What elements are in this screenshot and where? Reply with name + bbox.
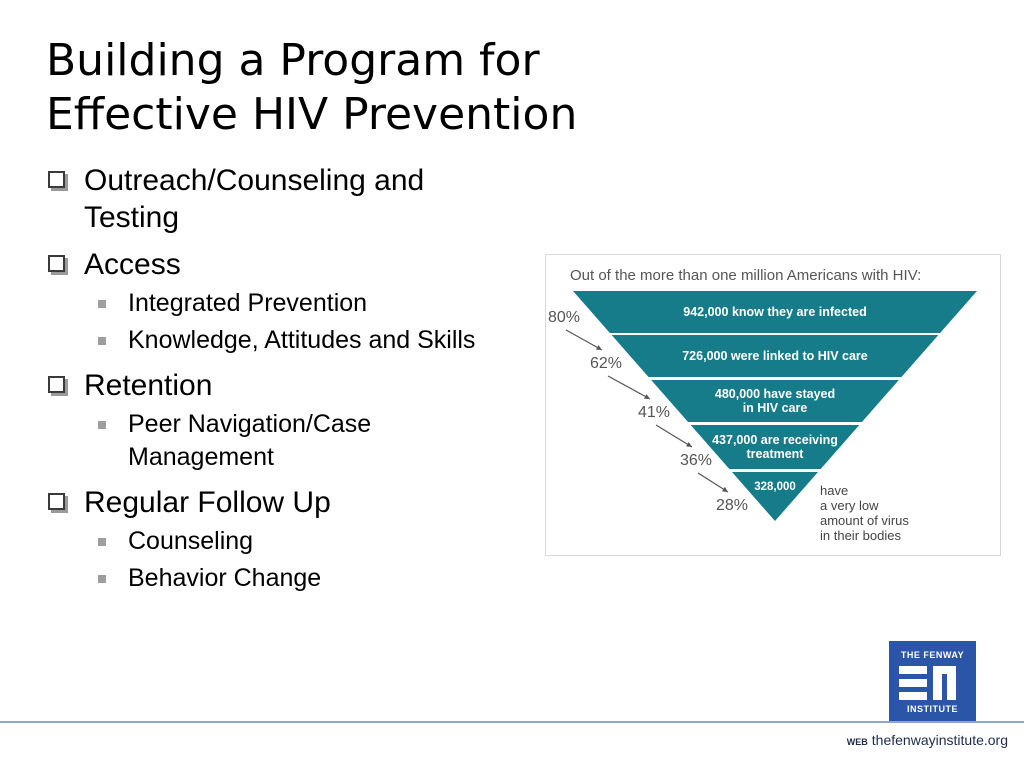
funnel-percent-label: 80% (548, 309, 581, 326)
funnel-band-label: 480,000 have stayed (714, 387, 836, 401)
funnel-arrow-line (656, 425, 692, 447)
fenway-institute-logo (889, 641, 976, 721)
funnel-band-label: 328,000 (754, 481, 796, 493)
bullet-text: Outreach/Counseling and Testing (84, 164, 425, 234)
funnel-side-note: a very low (820, 498, 879, 513)
sub-bullet-text: Peer Navigation/Case Management (128, 410, 372, 471)
funnel-side-note: amount of virus (820, 513, 909, 528)
sub-bullet-item (48, 287, 518, 320)
funnel-percent-label: 62% (590, 355, 623, 372)
funnel-arrow-line (566, 330, 602, 350)
bullet-item (48, 484, 518, 521)
funnel-band-label: treatment (746, 447, 804, 461)
funnel-band-label: 437,000 are receiving (712, 433, 838, 447)
website-url[interactable]: thefenwayinstitute.org (871, 732, 1008, 748)
sub-bullet-item (48, 324, 518, 357)
bullet-text: Regular Follow Up (84, 486, 331, 519)
bullet-item (48, 162, 518, 236)
square-bullet-icon (98, 300, 106, 308)
funnel-side-note: have (820, 483, 849, 498)
sub-bullet-text: Behavior Change (128, 564, 322, 592)
sub-bullet-item (48, 408, 518, 474)
logo-top-text: THE FENWAY (900, 650, 965, 660)
footer-divider (0, 721, 1024, 723)
web-label: WEB (846, 737, 868, 747)
checkbox-bullet-icon (48, 255, 65, 272)
funnel-percent-label: 41% (638, 404, 671, 421)
sub-bullet-text: Knowledge, Attitudes and Skills (128, 326, 476, 354)
checkbox-bullet-icon (48, 493, 65, 510)
funnel-percent-label: 36% (680, 452, 713, 469)
fenway-mark-icon (899, 666, 966, 700)
funnel-side-note: in their bodies (820, 528, 901, 543)
sub-bullet-item (48, 562, 518, 595)
square-bullet-icon (98, 421, 106, 429)
slide-title-line: Building a Program for (46, 35, 540, 86)
funnel-band-label: in HIV care (742, 401, 808, 415)
checkbox-bullet-icon (48, 171, 65, 188)
footer-website (847, 732, 1008, 748)
funnel-arrow-line (608, 376, 650, 399)
funnel-band-label: 726,000 were linked to HIV care (682, 349, 868, 363)
bullet-item (48, 367, 518, 404)
square-bullet-icon (98, 337, 106, 345)
checkbox-bullet-icon (48, 376, 65, 393)
slide-title (46, 34, 577, 142)
sub-bullet-item (48, 525, 518, 558)
bullet-text: Access (84, 248, 181, 281)
funnel-band-label: 942,000 know they are infected (683, 305, 867, 319)
funnel-percent-label: 28% (716, 497, 749, 514)
square-bullet-icon (98, 575, 106, 583)
square-bullet-icon (98, 538, 106, 546)
logo-bottom-text: INSTITUTE (907, 704, 958, 714)
hiv-care-funnel-chart (545, 254, 1001, 556)
slide-title-line: Effective HIV Prevention (46, 89, 578, 140)
funnel-title: Out of the more than one million Americans with HIV: (570, 267, 922, 284)
bullet-list (48, 162, 518, 595)
sub-bullet-text: Counseling (128, 527, 254, 555)
funnel-svg (546, 255, 1000, 555)
sub-bullet-text: Integrated Prevention (128, 289, 368, 317)
bullet-item (48, 246, 518, 283)
bullet-text: Retention (84, 369, 213, 402)
